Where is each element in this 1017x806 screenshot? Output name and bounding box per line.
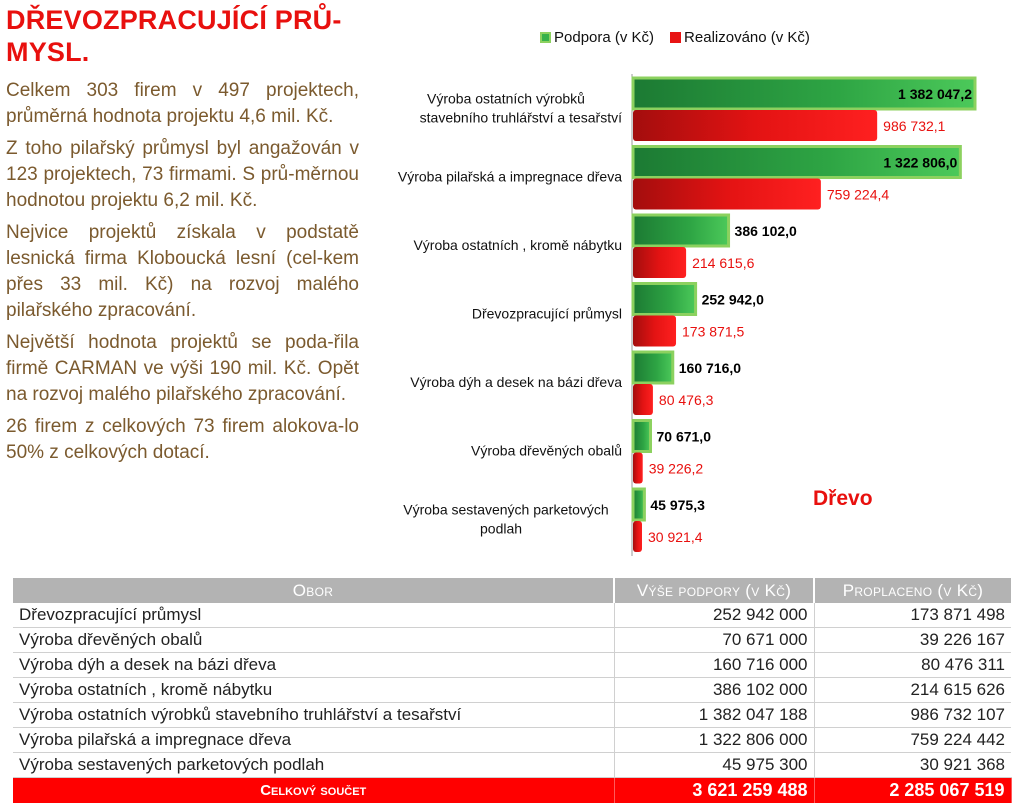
category-label: podlah xyxy=(480,520,523,537)
data-label-podpora: 386 102,0 xyxy=(734,223,797,239)
data-label-podpora: 1 382 047,2 xyxy=(898,86,972,102)
table-row xyxy=(13,728,1011,753)
column-header: Výše podpory (v Kč) xyxy=(614,578,814,603)
total-cell: Celkový součet xyxy=(13,778,614,804)
table-cell: 45 975 300 xyxy=(614,753,814,778)
data-label-podpora: 252 942,0 xyxy=(701,291,764,308)
bar-realizovano xyxy=(633,384,653,415)
category-label: Výroba ostatních , kromě nábytku xyxy=(413,237,622,253)
table-row xyxy=(13,703,1011,728)
paragraph: Celkem 303 firem v 497 projektech, průměrná hodnota projektu 4,6 mil. Kč. xyxy=(6,80,359,127)
bar-podpora xyxy=(633,421,650,452)
legend-label: Podpora (v Kč) xyxy=(554,28,655,46)
table-cell: Dřevozpracující průmysl xyxy=(13,603,614,628)
table-row xyxy=(13,628,1011,653)
category-label: Výroba dřevěných obalů xyxy=(471,442,622,459)
table-cell: 252 942 000 xyxy=(614,603,814,628)
data-label-podpora: 160 716,0 xyxy=(678,360,742,376)
table-cell: Výroba ostatních , kromě nábytku xyxy=(13,678,614,703)
category-label: Výroba pilařská a impregnace dřeva xyxy=(397,168,622,185)
table-row xyxy=(13,653,1011,678)
data-label-realizovano: 214 615,6 xyxy=(692,255,755,271)
table-cell: 1 322 806 000 xyxy=(614,728,814,753)
table-cell: Výroba ostatních výrobků stavebního truhlářství a tesařství xyxy=(13,703,614,728)
data-label-podpora: 45 975,3 xyxy=(650,497,705,513)
bar-podpora xyxy=(633,284,696,315)
table-cell: 1 382 047 188 xyxy=(614,703,814,728)
bar-podpora xyxy=(633,215,729,246)
table-cell: Výroba pilařská a impregnace dřeva xyxy=(13,728,614,753)
bar-realizovano xyxy=(633,110,877,141)
paragraph: Největší hodnota projektů se poda-řila firmě CARMAN ve výši 190 mil. Kč. Opět na rozvoj malého pilařského zpracování. xyxy=(6,332,359,405)
data-label-realizovano: 986 732,1 xyxy=(883,118,946,134)
data-table xyxy=(13,578,1011,803)
table-row xyxy=(13,678,1011,703)
legend-label: Realizováno (v Kč) xyxy=(684,28,810,46)
bar-realizovano xyxy=(633,179,821,210)
category-label: Výroba sestavených parketových xyxy=(403,501,609,518)
table-cell: 173 871 498 xyxy=(814,603,1011,628)
paragraph: Nejvice projektů získala v podstatě lesnická firma Kloboucká lesní (cel-kem přes 33 mil. Kč) na rozvoj malého pilařského zpracování. xyxy=(6,222,359,321)
table-row xyxy=(13,753,1011,778)
total-cell: 3 621 259 488 xyxy=(614,778,814,804)
table-cell: Výroba sestavených parketových podlah xyxy=(13,753,614,778)
bar-realizovano xyxy=(633,316,676,347)
table-cell: 80 476 311 xyxy=(814,653,1011,678)
table-cell: 30 921 368 xyxy=(814,753,1011,778)
bar-realizovano xyxy=(633,521,642,552)
table-row xyxy=(13,603,1011,628)
bar-podpora xyxy=(633,489,644,520)
data-label-realizovano: 39 226,2 xyxy=(648,460,704,477)
table-cell: 386 102 000 xyxy=(614,678,814,703)
data-label-podpora: 70 671,0 xyxy=(656,428,711,445)
category-label: Výroba ostatních výrobků xyxy=(427,90,585,107)
category-label: stavebního truhlářství a tesařství xyxy=(419,109,622,126)
table-cell: 986 732 107 xyxy=(814,703,1011,728)
table-cell: 759 224 442 xyxy=(814,728,1011,753)
table-cell: 39 226 167 xyxy=(814,628,1011,653)
data-label-realizovano: 759 224,4 xyxy=(826,186,890,203)
chart-caption: Dřevo xyxy=(813,487,873,510)
table-cell: 214 615 626 xyxy=(814,678,1011,703)
table-header-row xyxy=(13,578,1011,603)
category-label: Dřevozpracující průmysl xyxy=(471,305,622,322)
column-header: Proplaceno (v Kč) xyxy=(814,578,1011,603)
bar-realizovano xyxy=(633,453,643,484)
table-cell: 70 671 000 xyxy=(614,628,814,653)
column-header: Obor xyxy=(13,578,614,603)
table-cell: Výroba dýh a desek na bázi dřeva xyxy=(13,653,614,678)
table-cell: 160 716 000 xyxy=(614,653,814,678)
data-label-realizovano: 80 476,3 xyxy=(658,392,714,408)
total-cell: 2 285 067 519 xyxy=(814,778,1011,804)
data-label-podpora: 1 322 806,0 xyxy=(883,154,958,171)
table-cell: Výroba dřevěných obalů xyxy=(13,628,614,653)
category-label: Výroba dýh a desek na bázi dřeva xyxy=(410,374,622,390)
paragraph: 26 firem z celkových 73 firem alokova-lo 50% z celkových dotací. xyxy=(6,416,359,463)
bar-podpora xyxy=(633,352,673,383)
page-title: DŘEVOZPRACUJÍCÍ PRŮ-MYSL. xyxy=(6,5,342,67)
table-total-row xyxy=(13,778,1011,804)
bar-realizovano xyxy=(633,247,686,278)
paragraph: Z toho pilařský průmysl byl angažován v 123 projektech, 73 firmami. S prů-měrnou hodnotou projektu 6,2 mil. Kč. xyxy=(6,138,359,211)
data-label-realizovano: 173 871,5 xyxy=(682,323,745,340)
data-label-realizovano: 30 921,4 xyxy=(648,529,703,545)
